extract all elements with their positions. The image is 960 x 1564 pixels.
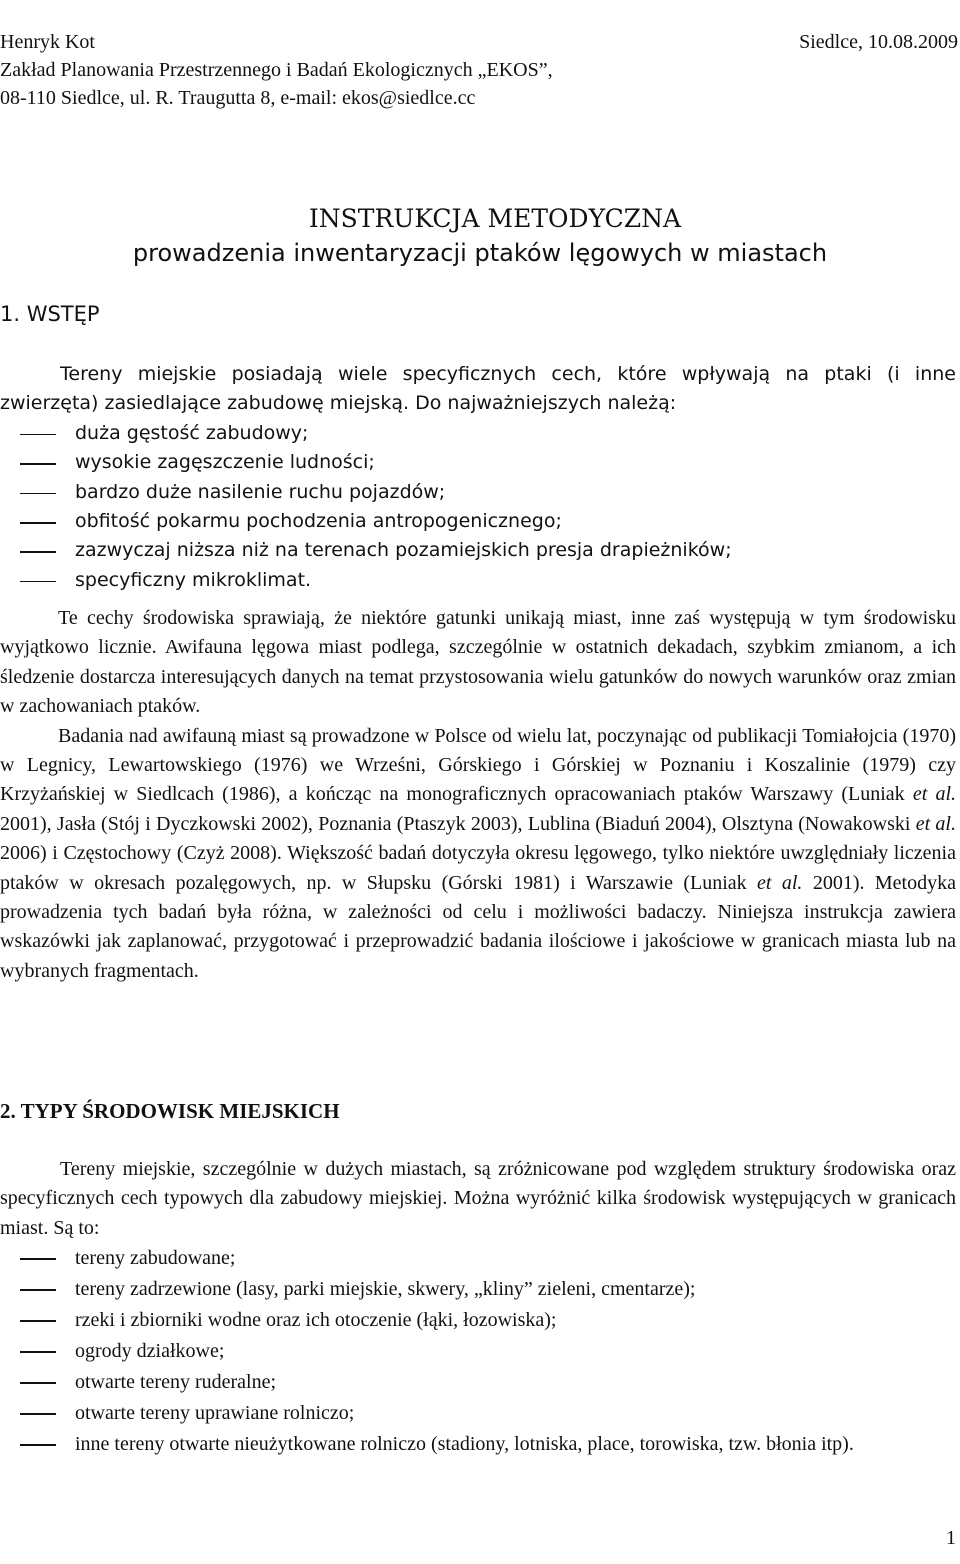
page-number: 1 xyxy=(946,1527,956,1549)
document-date: Siedlce, 10.08.2009 xyxy=(799,31,958,53)
section-2-heading: 2. TYPY ŚRODOWISK MIEJSKICH xyxy=(0,1099,340,1123)
section-1-intro xyxy=(0,360,956,595)
list-item: ogrody działkowe; xyxy=(75,1340,225,1363)
document-title xyxy=(0,202,960,270)
paragraph-3: Badania nad awifauną miast są prowadzone w Polsce od wielu lat, poczynając od publikacji Tomiałojcia (1970) w Legnicy, Lewartowskiego (1976) we Wrześni, Górskiego i Górskiej w Poznaniu i Koszalinie (1979) czy Krzyżańskiej w Siedlcach (1986), a kończąc na monograficznych opracowaniach ptaków Warszawy (Luniak et al. 2001), Jasła (Stój i Dyczkowski 2002), Poznania (Ptaszyk 2003), Lublina (Biaduń 2004), Olsztyna (Nowakowski et al. 2006) i Częstochowy (Czyż 2008). Większość badań dotyczyła okresu lęgowego, tylko niektóre uwzględniały liczenia ptaków w okresach pozalęgowych, np. w Słupsku (Górski 1981) i Warszawie (Luniak et al. 2001). Metodyka prowadzenia tych badań była różna, w zależności od celu i możliwości badaczy. Niniejsza instrukcja zawiera wskazówki jak zaplanować, przygotować i przeprowadzić badania ilościowe i jakościowe w granicach miasta lub na wybranych fragmentach. xyxy=(0,724,956,982)
paragraph-2: Te cechy środowiska sprawiają, że niektóre gatunki unikają miast, inne zaś występują w tym środowisku wyjątkowo licznie. Awifauna lęgowa miast podlega, szczególnie w ostatnich dekadach, szybkim zmianom, a ich śledzenie dostarcza interesujących danych na temat przystosowania wielu gatunków do nowych warunków oraz zmian w zachowaniach ptaków. xyxy=(0,607,956,718)
list-item: inne tereny otwarte nieużytkowane rolniczo (stadiony, lotniska, place, torowiska, tzw. błonia itp). xyxy=(75,1433,854,1456)
list-item: specyficzny mikroklimat. xyxy=(75,568,312,591)
urban-habitats-list xyxy=(0,1243,956,1460)
title-line-1: INSTRUKCJA METODYCZNA xyxy=(308,204,682,233)
list-item: otwarte tereny uprawiane rolniczo; xyxy=(75,1402,355,1425)
document-header xyxy=(0,28,958,112)
title-line-2: prowadzenia inwentaryzacji ptaków lęgowych w miastach xyxy=(132,239,828,267)
section-1-body xyxy=(0,604,956,986)
intro-paragraph: Tereny miejskie posiadają wiele specyficznych cech, które wpływają na ptaki (i inne zwierzęta) zasiedlające zabudowę miejską. Do najważniejszych należą: xyxy=(0,363,956,415)
list-item: wysokie zagęszczenie ludności; xyxy=(75,451,375,474)
section-1-heading: 1. WSTĘP xyxy=(0,302,100,326)
list-item: zazwyczaj niższa niż na terenach pozamiejskich presja drapieżników; xyxy=(75,539,732,562)
author-institution: Zakład Planowania Przestrzennego i Badań Ekologicznych „EKOS”, xyxy=(0,59,553,81)
list-item: obfitość pokarmu pochodzenia antropogenicznego; xyxy=(75,510,562,533)
list-item: tereny zadrzewione (lasy, parki miejskie, skwery, „kliny” zieleni, cmentarze); xyxy=(75,1278,696,1301)
list-item: rzeki i zbiorniki wodne oraz ich otoczenie (łąki, łozowiska); xyxy=(75,1309,557,1332)
section-2-intro: Tereny miejskie, szczególnie w dużych miastach, są zróżnicowane pod względem struktury środowiska oraz specyficznych cech typowych dla zabudowy miejskiej. Można wyróżnić kilka środowisk występujących w granicach miast. Są to: xyxy=(0,1158,956,1239)
list-item: bardzo duże nasilenie ruchu pojazdów; xyxy=(75,480,446,503)
urban-features-list xyxy=(0,419,956,595)
list-item: duża gęstość zabudowy; xyxy=(75,421,309,444)
author-name: Henryk Kot xyxy=(0,31,95,53)
list-item: otwarte tereny ruderalne; xyxy=(75,1371,277,1394)
section-2-body xyxy=(0,1155,956,1460)
list-item: tereny zabudowane; xyxy=(75,1247,236,1270)
author-address: 08-110 Siedlce, ul. R. Traugutta 8, e-mail: ekos@siedlce.cc xyxy=(0,87,476,109)
